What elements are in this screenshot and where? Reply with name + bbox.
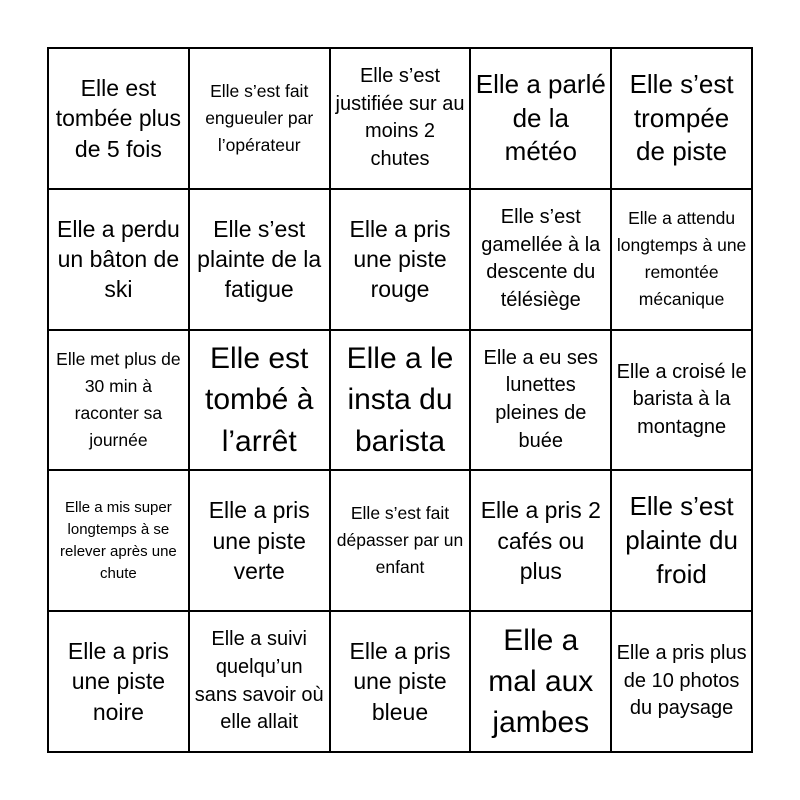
bingo-cell[interactable] xyxy=(331,49,472,190)
bingo-cell-text: Elle s’est fait engueuler par l’opérateur xyxy=(205,80,314,155)
bingo-cell-text: Elle a croisé le barista à la montagne xyxy=(616,360,747,438)
bingo-cell[interactable] xyxy=(471,49,612,190)
bingo-cell[interactable] xyxy=(612,612,753,753)
bingo-cell[interactable] xyxy=(49,612,190,753)
bingo-cell[interactable] xyxy=(49,471,190,612)
bingo-cell-text: Elle a perdu un bâton de ski xyxy=(57,215,180,303)
bingo-cell[interactable] xyxy=(471,612,612,753)
bingo-cell-text: Elle met plus de 30 min à raconter sa journée xyxy=(56,348,181,451)
bingo-cell-text: Elle a pris 2 cafés ou plus xyxy=(480,497,601,584)
bingo-cell[interactable] xyxy=(612,471,753,612)
bingo-cell[interactable] xyxy=(190,49,331,190)
bingo-cell[interactable] xyxy=(190,190,331,331)
bingo-cell[interactable] xyxy=(190,471,331,612)
bingo-cell[interactable] xyxy=(612,190,753,331)
bingo-cell-text: Elle s’est fait dépasser par un enfant xyxy=(336,503,464,578)
bingo-cell[interactable] xyxy=(331,331,472,472)
bingo-cell[interactable] xyxy=(49,190,190,331)
bingo-cell-text: Elle s’est plainte de la fatigue xyxy=(197,215,322,303)
bingo-board xyxy=(47,47,753,753)
bingo-cell[interactable] xyxy=(471,471,612,612)
bingo-cell-text: Elle a attendu longtemps à une remontée mécanique xyxy=(616,207,747,310)
bingo-cell-text: Elle a eu ses lunettes pleines de buée xyxy=(483,346,599,452)
bingo-cell[interactable] xyxy=(49,49,190,190)
bingo-cell-text: Elle s’est plainte du froid xyxy=(625,491,738,589)
bingo-cell-text: Elle a pris plus de 10 photos du paysage xyxy=(616,642,747,720)
bingo-cell-text: Elle est tombé à l’arrêt xyxy=(204,341,314,458)
bingo-cell[interactable] xyxy=(612,49,753,190)
bingo-cell-text: Elle a pris une piste verte xyxy=(208,497,310,584)
bingo-cell-text: Elle s’est justifiée sur au moins 2 chutes xyxy=(335,65,465,170)
bingo-cell-text: Elle a pris une piste bleue xyxy=(349,638,451,725)
bingo-cell-text: Elle s’est gamellée à la descente du télésiège xyxy=(481,206,601,311)
bingo-cell[interactable] xyxy=(471,190,612,331)
bingo-cell-text: Elle est tombée plus de 5 fois xyxy=(55,74,182,162)
bingo-cell-text: Elle a mal aux jambes xyxy=(488,623,594,740)
bingo-cell[interactable] xyxy=(612,331,753,472)
bingo-cell-text: Elle a le insta du barista xyxy=(346,341,454,458)
bingo-cell[interactable] xyxy=(331,612,472,753)
bingo-cell[interactable] xyxy=(331,190,472,331)
bingo-cell-text: Elle a pris une piste rouge xyxy=(349,215,451,303)
bingo-cell[interactable] xyxy=(331,471,472,612)
bingo-cell[interactable] xyxy=(190,612,331,753)
bingo-cell-text: Elle a suivi quelqu’un sans savoir où elle allait xyxy=(194,628,324,734)
bingo-cell[interactable] xyxy=(471,331,612,472)
bingo-cell[interactable] xyxy=(49,331,190,472)
bingo-cell-text: Elle s’est trompée de piste xyxy=(629,69,734,167)
bingo-cell[interactable] xyxy=(190,331,331,472)
bingo-cell-text: Elle a pris une piste noire xyxy=(67,638,169,725)
bingo-cell-text: Elle a mis super longtemps à se relever après une chute xyxy=(60,499,177,582)
bingo-cell-text: Elle a parlé de la météo xyxy=(475,69,606,167)
